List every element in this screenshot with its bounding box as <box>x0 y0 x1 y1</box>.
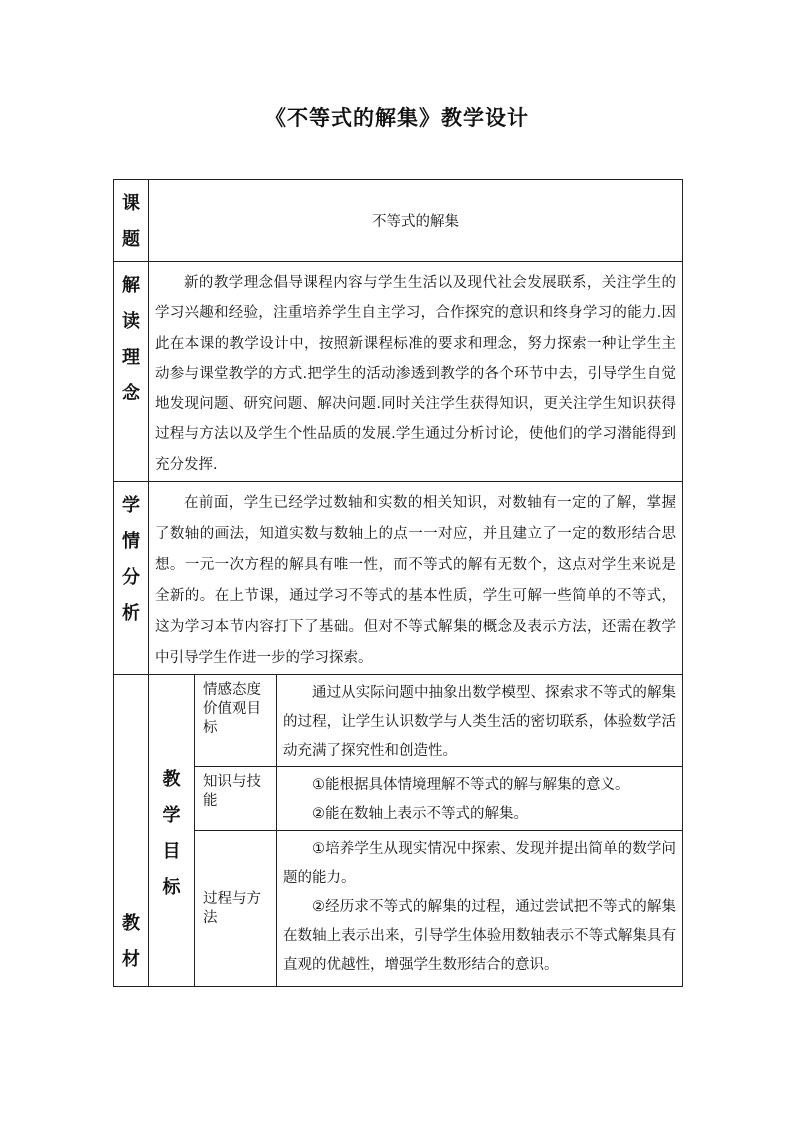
topic-value: 不等式的解集 <box>149 180 683 262</box>
row-topic <box>114 180 683 262</box>
teaching-goals-label: 教 学 目 标 <box>149 675 195 987</box>
lesson-plan-table <box>113 179 683 987</box>
document-title: 《不等式的解集》教学设计 <box>265 105 529 130</box>
goal-attitude-text: 通过从实际问题中抽象出数学模型、探索求不等式的解集的过程，让学生认识数学与人类生活的密切联系，体验数学活动充满了探究性和创造性。 <box>277 675 683 767</box>
goal-knowledge-text: ①能根据具体情境理解不等式的解与解集的意义。 ②能在数轴上表示不等式的解集。 <box>277 767 683 831</box>
philosophy-text: 新的教学理念倡导课程内容与学生生活以及现代社会发展联系，关注学生的学习兴趣和经验，注重培养学生自主学习，合作探究的意识和终身学习的能力.因此在本课的教学设计中，按照新课程标准的要求和理念，努力探索一种让学生主动参与课堂教学的方式.把学生的活动渗透到教学的各个环节中去，引导学生自觉地发现问题、研究问题、解决问题.同时关注学生获得知识，更关注学生知识获得过程与方法以及学生个性品质的发展.学生通过分析讨论，使他们的学习潜能得到充分发挥. <box>149 262 683 482</box>
topic-label: 课 题 <box>114 180 149 262</box>
row-goal-knowledge <box>114 767 683 831</box>
analysis-text: 在前面，学生已经学过数轴和实数的相关知识，对数轴有一定的了解，掌握了数轴的画法，知道实数与数轴上的点一一对应，并且建立了一定的数形结合思想。一元一次方程的解具有唯一性，而不等式的解有无数个，这点对学生来说是全新的。在上节课，通过学习不等式的基本性质，学生可解一些简单的不等式，这为学习本节内容打下了基础。但对不等式解集的概念及表示方法，还需在教学中引导学生作进一步的学习探索。 <box>149 482 683 675</box>
goal-process-label: 过程与方法 <box>195 831 277 987</box>
row-analysis <box>114 482 683 675</box>
row-philosophy <box>114 262 683 482</box>
goal-attitude-label: 情感态度价值观目标 <box>195 675 277 767</box>
row-goal-attitude <box>114 675 683 767</box>
goal-knowledge-label: 知识与技能 <box>195 767 277 831</box>
goal-process-text: ①培养学生从现实情况中探索、发现并提出简单的数学问题的能力。 ②经历求不等式的解集的过程，通过尝试把不等式的解集在数轴上表示出来，引导学生体验用数轴表示不等式解集具有直观的优越性，增强学生数形结合的意识。 <box>277 831 683 987</box>
philosophy-label: 解 读 理 念 <box>114 262 149 482</box>
row-goal-process <box>114 831 683 987</box>
textbook-label: 教 材 <box>114 675 149 987</box>
analysis-label: 学 情 分 析 <box>114 482 149 675</box>
